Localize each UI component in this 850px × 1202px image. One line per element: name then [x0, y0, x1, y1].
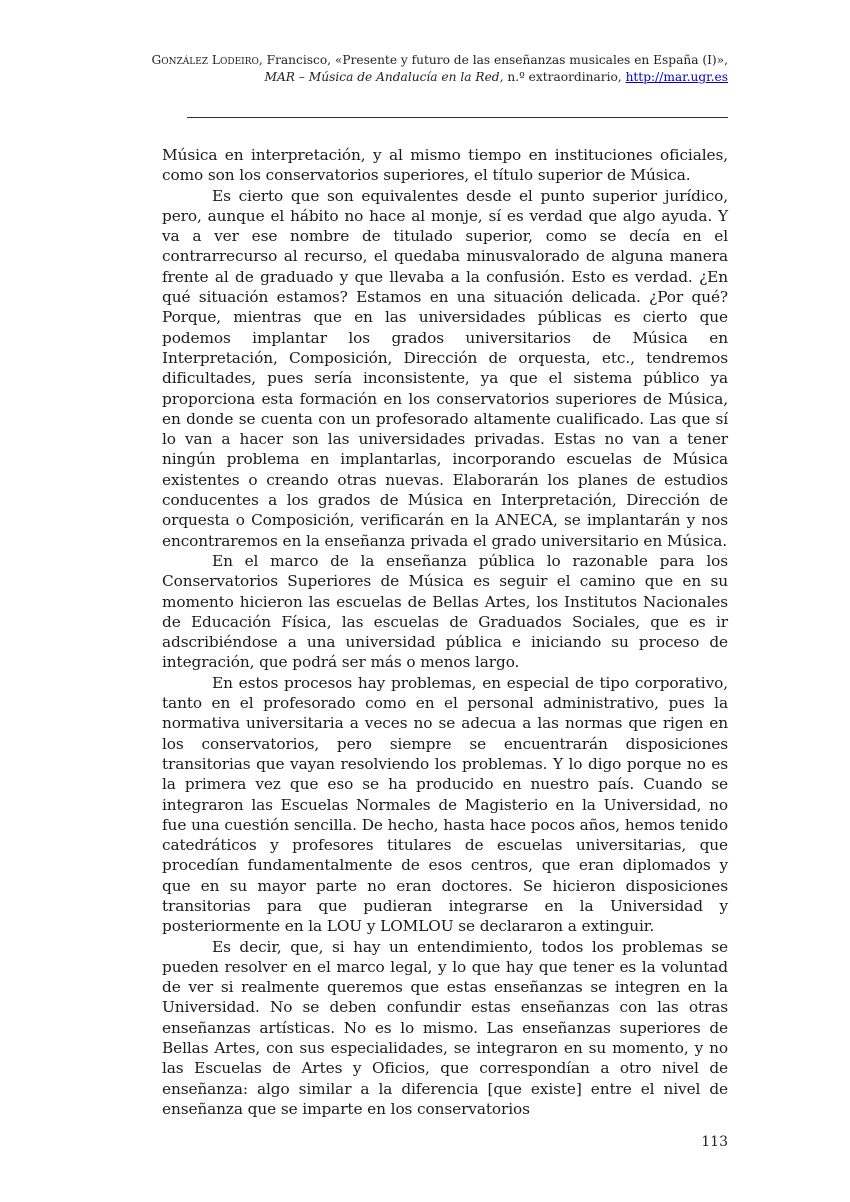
paragraph-5: Es decir, que, si hay un entendimiento, todos los problemas se pueden resolver en el marco legal, y lo que hay que tener es la voluntad de ver si realmente queremos que estas enseñanzas se integren en la Universidad. No se deben confundir estas enseñanzas con las otras enseñanzas artísticas. No es lo mismo. Las enseñanzas superiores de Bellas Artes, con sus especialidades, se integraron en su momento, y no las Escuelas de Artes y Oficios, que correspondían a otro nivel de enseñanza: algo similar a la diferencia [que existe] entre el nivel de enseñanza que se imparte en los conservatorios [162, 937, 728, 1118]
paragraph-3: En el marco de la enseñanza pública lo razonable para los Conservatorios Superiores de Música es seguir el camino que en su momento hicieron las escuelas de Bellas Artes, los Institutos Nacionales de Educación Física, las escuelas de Graduados Sociales, que es ir adscribiéndose a una universidad pública e iniciando su proceso de integración, que podrá ser más o menos largo. [162, 551, 728, 672]
page-number: 113 [701, 1134, 728, 1150]
body-text [162, 145, 728, 1119]
header-journal: MAR – Música de Andalucía en la Red, [264, 70, 504, 84]
paragraph-4: En estos procesos hay problemas, en especial de tipo corporativo, tanto en el profesorado como en el personal administrativo, pues la normativa universitaria a veces no se adecua a las normas que rigen en los conservatorios, pero siempre se encuentrarán disposiciones transitorias que vayan resolviendo los problemas. Y lo digo porque no es la primera vez que eso se ha producido en nuestro país. Cuando se integraron las Escuelas Normales de Magisterio en la Universidad, no fue una cuestión sencilla. De hecho, hasta hace pocos años, hemos tenido catedráticos y profesores titulares de escuelas universitarias, que procedían fundamentalmente de esos centros, que eran diplomados y que en su mayor parte no eran doctores. Se hicieron disposiciones transitorias para que pudieran integrarse en la Universidad y posteriormente en la LOU y LOMLOU se declararon a extinguir. [162, 673, 728, 936]
paragraph-2: Es cierto que son equivalentes desde el punto superior jurídico, pero, aunque el hábito no hace al monje, sí es verdad que algo ayuda. Y va a ver ese nombre de titulado superior, como se decía en el contrarrecurso al recurso, el quedaba minusvalorado de alguna manera frente al de graduado y que llevaba a la confusión. Esto es verdad. ¿En qué situación estamos? Estamos en una situación delicada. ¿Por qué? Porque, mientras que en las universidades públicas es cierto que podemos implantar los grados universitarios de Música en Interpretación, Composición, Dirección de orquesta, etc., tendremos dificultades, pues sería inconsistente, ya que el sistema público ya proporciona esta formación en los conservatorios superiores de Música, en donde se cuenta con un profesorado altamente cualificado. Las que sí lo van a hacer son las universidades privadas. Estas no van a tener ningún problema en implantarlas, incorporando escuelas de Música existentes o creando otras nuevas. Elaborarán los planes de estudios conducentes a los grados de Música en Interpretación, Dirección de orquesta o Composición, verificarán en la ANECA, se implantarán y nos encontraremos en la enseñanza privada el grado universitario en Música. [162, 186, 728, 550]
header-url-link[interactable]: http://mar.ugr.es [625, 70, 728, 84]
header-issue: n.º extraordinario, [503, 70, 626, 84]
header-article-title: , Francisco, «Presente y futuro de las enseñanzas musicales en España (I)», [258, 53, 728, 67]
header-divider [187, 117, 728, 118]
running-header [148, 52, 728, 86]
paragraph-1: Música en interpretación, y al mismo tiempo en instituciones oficiales, como son los conservatorios superiores, el título superior de Música. [162, 146, 728, 185]
header-citation-line-2 [148, 69, 728, 86]
header-author: González Lodeiro [151, 53, 259, 67]
header-citation-line-1 [148, 52, 728, 69]
